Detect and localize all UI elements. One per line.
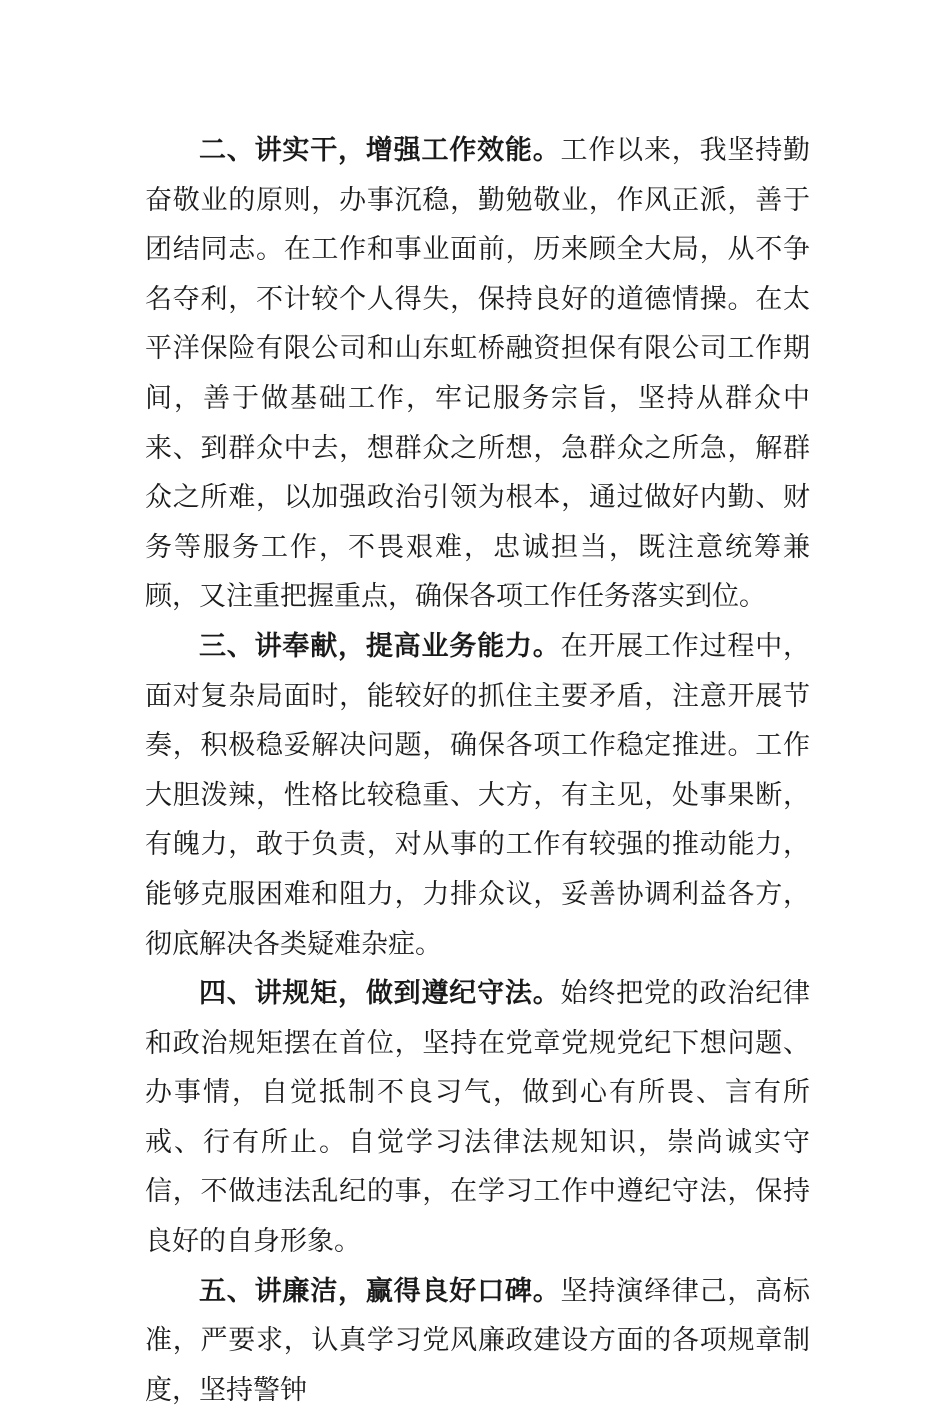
paragraph-5 [145,1267,810,1415]
paragraph-body: 始终把党的政治纪律和政治规矩摆在首位，坚持在党章党规党纪下想问题、办事情，自觉抵制不良习气，做到心有所畏、言有所戒、行有所止。自觉学习法律法规知识，崇尚诚实守信，不做违法乱纪的事，在学习工作中遵纪守法，保持良好的自身形象。 [145,978,811,1258]
paragraph-2 [145,126,810,622]
paragraph-body: 工作以来，我坚持勤奋敬业的原则，办事沉稳，勤勉敬业，作风正派，善于团结同志。在工作和事业面前，历来顾全大局，从不争名夺利，不计较个人得失，保持良好的道德情操。在太平洋保险有限公司和山东虹桥融资担保有限公司工作期间，善于做基础工作，牢记服务宗旨，坚持从群众中来、到群众中去，想群众之所想，急群众之所急，解群众之所难，以加强政治引领为根本，通过做好内勤、财务等服务工作，不畏艰难，忠诚担当，既注意统筹兼顾，又注重把握重点，确保各项工作任务落实到位。 [145,135,811,613]
paragraph-4 [145,969,810,1267]
paragraph-heading: 三、讲奉献，提高业务能力。 [199,630,561,662]
paragraph-body: 坚持演绎律己，高标准，严要求，认真学习党风廉政建设方面的各项规章制度，坚持警钟 [145,1275,811,1406]
paragraph-body: 在开展工作过程中，面对复杂局面时，能较好的抓住主要矛盾，注意开展节奏，积极稳妥解决问题，确保各项工作稳定推进。工作大胆泼辣，性格比较稳重、大方，有主见，处事果断，有魄力，敢于负责，对从事的工作有较强的推动能力，能够克服困难和阻力，力排众议，妥善协调利益各方，彻底解决各类疑难杂症。 [145,630,811,960]
paragraph-3 [145,622,810,969]
paragraph-heading: 四、讲规矩，做到遵纪守法。 [199,978,561,1010]
paragraph-heading: 二、讲实干，增强工作效能。 [199,135,561,166]
paragraph-heading: 五、讲廉洁，赢得良好口碑。 [199,1275,561,1307]
